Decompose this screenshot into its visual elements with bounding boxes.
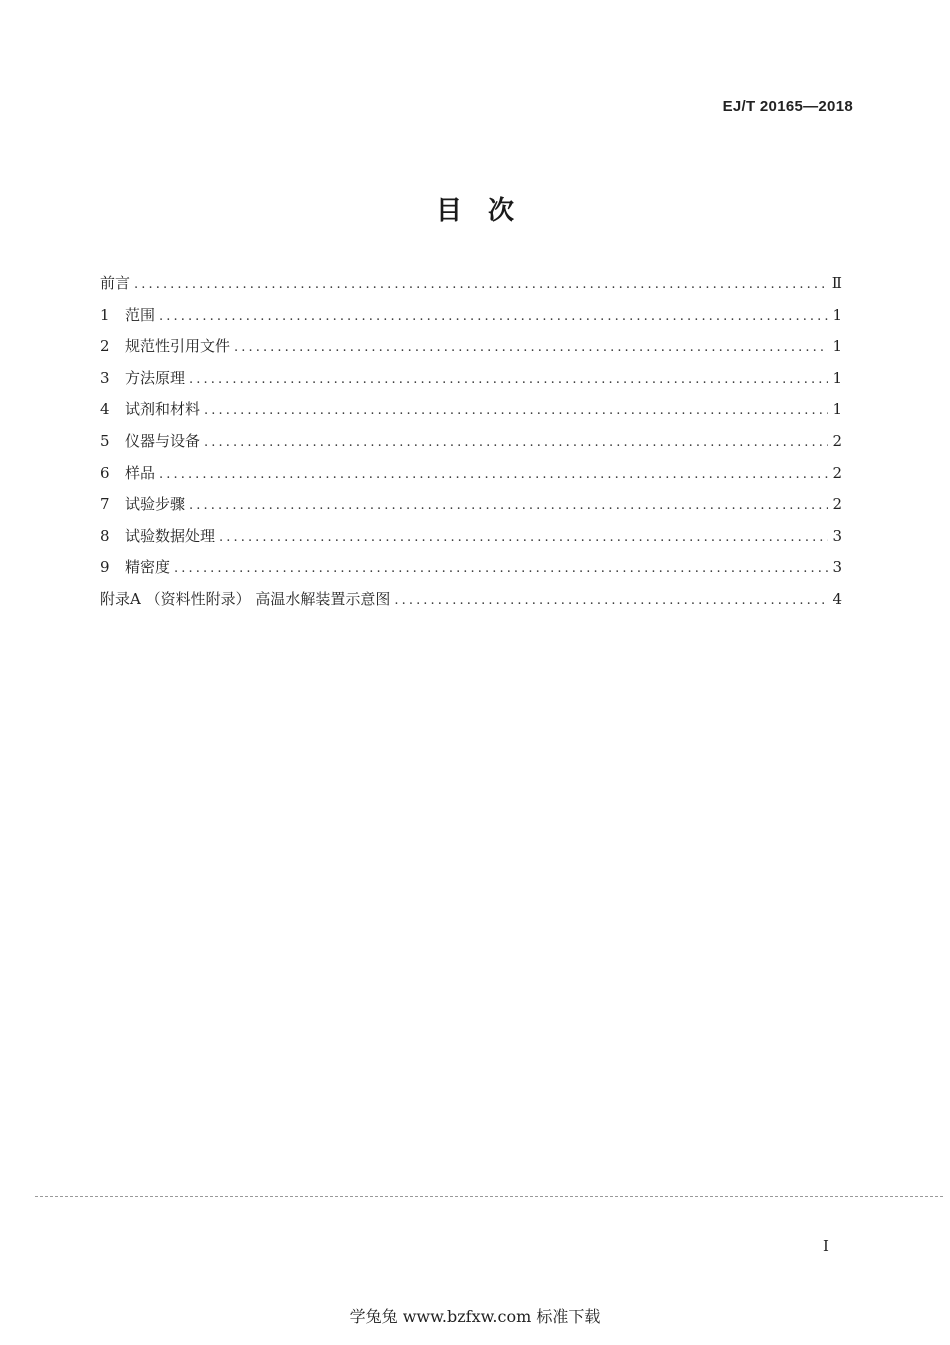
page-number: I xyxy=(823,1237,829,1255)
dot-leader xyxy=(159,301,828,333)
toc-entry-label: 附录A （资料性附录） 高温水解装置示意图 xyxy=(100,589,391,608)
toc-entry[interactable] xyxy=(100,426,842,458)
toc-entry[interactable] xyxy=(100,489,842,521)
toc-entry-page: 2 xyxy=(832,431,842,450)
toc-entry-number: 8 xyxy=(100,526,110,545)
toc-entry-label: 前言 xyxy=(100,274,131,292)
toc-entry-number: 9 xyxy=(100,558,110,577)
toc-entry-label: 范围 xyxy=(125,305,156,324)
toc-entry-label: 规范性引用文件 xyxy=(125,337,231,356)
toc-entry-page: 2 xyxy=(832,495,842,514)
toc-entry-number: 5 xyxy=(100,431,110,450)
toc-entry-label: 试验步骤 xyxy=(125,495,186,514)
toc-title: 目次 xyxy=(435,196,540,226)
toc-entry-page: 1 xyxy=(832,368,842,387)
footer-divider xyxy=(35,1196,943,1197)
toc-entry[interactable] xyxy=(100,458,842,490)
toc-entry-page: 1 xyxy=(832,305,842,324)
toc-entry-label: 精密度 xyxy=(125,558,171,577)
toc-entry-page: 4 xyxy=(832,589,842,608)
document-code: EJ/T 20165—2018 xyxy=(722,98,853,115)
toc-entry[interactable] xyxy=(100,331,842,363)
toc-entry-label: 试验数据处理 xyxy=(125,526,216,545)
toc-entry-label: 样品 xyxy=(125,463,156,482)
toc-entry-number: 3 xyxy=(100,368,110,387)
table-of-contents xyxy=(100,268,842,616)
toc-entry-page: 3 xyxy=(832,526,842,545)
watermark-text: 学兔兔 www.bzfxw.com 标准下载 xyxy=(349,1307,601,1326)
toc-entry[interactable] xyxy=(100,584,842,616)
dot-leader xyxy=(234,332,828,364)
toc-entry-number: 6 xyxy=(100,463,110,482)
dot-leader xyxy=(189,364,828,396)
dot-leader xyxy=(204,395,828,427)
toc-entry[interactable] xyxy=(100,394,842,426)
dot-leader xyxy=(219,522,828,554)
dot-leader xyxy=(189,490,828,522)
dot-leader xyxy=(174,553,828,585)
toc-entry[interactable] xyxy=(100,268,842,300)
toc-entry[interactable] xyxy=(100,521,842,553)
toc-entry-number: 7 xyxy=(100,495,110,514)
dot-leader xyxy=(394,585,828,617)
toc-entry-page: 1 xyxy=(832,400,842,419)
toc-entry-page: 2 xyxy=(832,463,842,482)
toc-entry-label: 仪器与设备 xyxy=(125,431,201,450)
toc-entry-page: 3 xyxy=(832,558,842,577)
toc-entry[interactable] xyxy=(100,300,842,332)
dot-leader xyxy=(204,427,828,459)
toc-entry-number: 1 xyxy=(100,305,110,324)
toc-entry-page: Ⅱ xyxy=(831,274,842,292)
toc-entry-number: 4 xyxy=(100,400,110,419)
dot-leader xyxy=(159,459,828,491)
toc-entry-number: 2 xyxy=(100,337,110,356)
toc-entry[interactable] xyxy=(100,552,842,584)
toc-entry-label: 试剂和材料 xyxy=(125,400,201,419)
toc-entry[interactable] xyxy=(100,363,842,395)
toc-entry-page: 1 xyxy=(832,337,842,356)
toc-entry-label: 方法原理 xyxy=(125,368,186,387)
dot-leader xyxy=(134,269,828,301)
